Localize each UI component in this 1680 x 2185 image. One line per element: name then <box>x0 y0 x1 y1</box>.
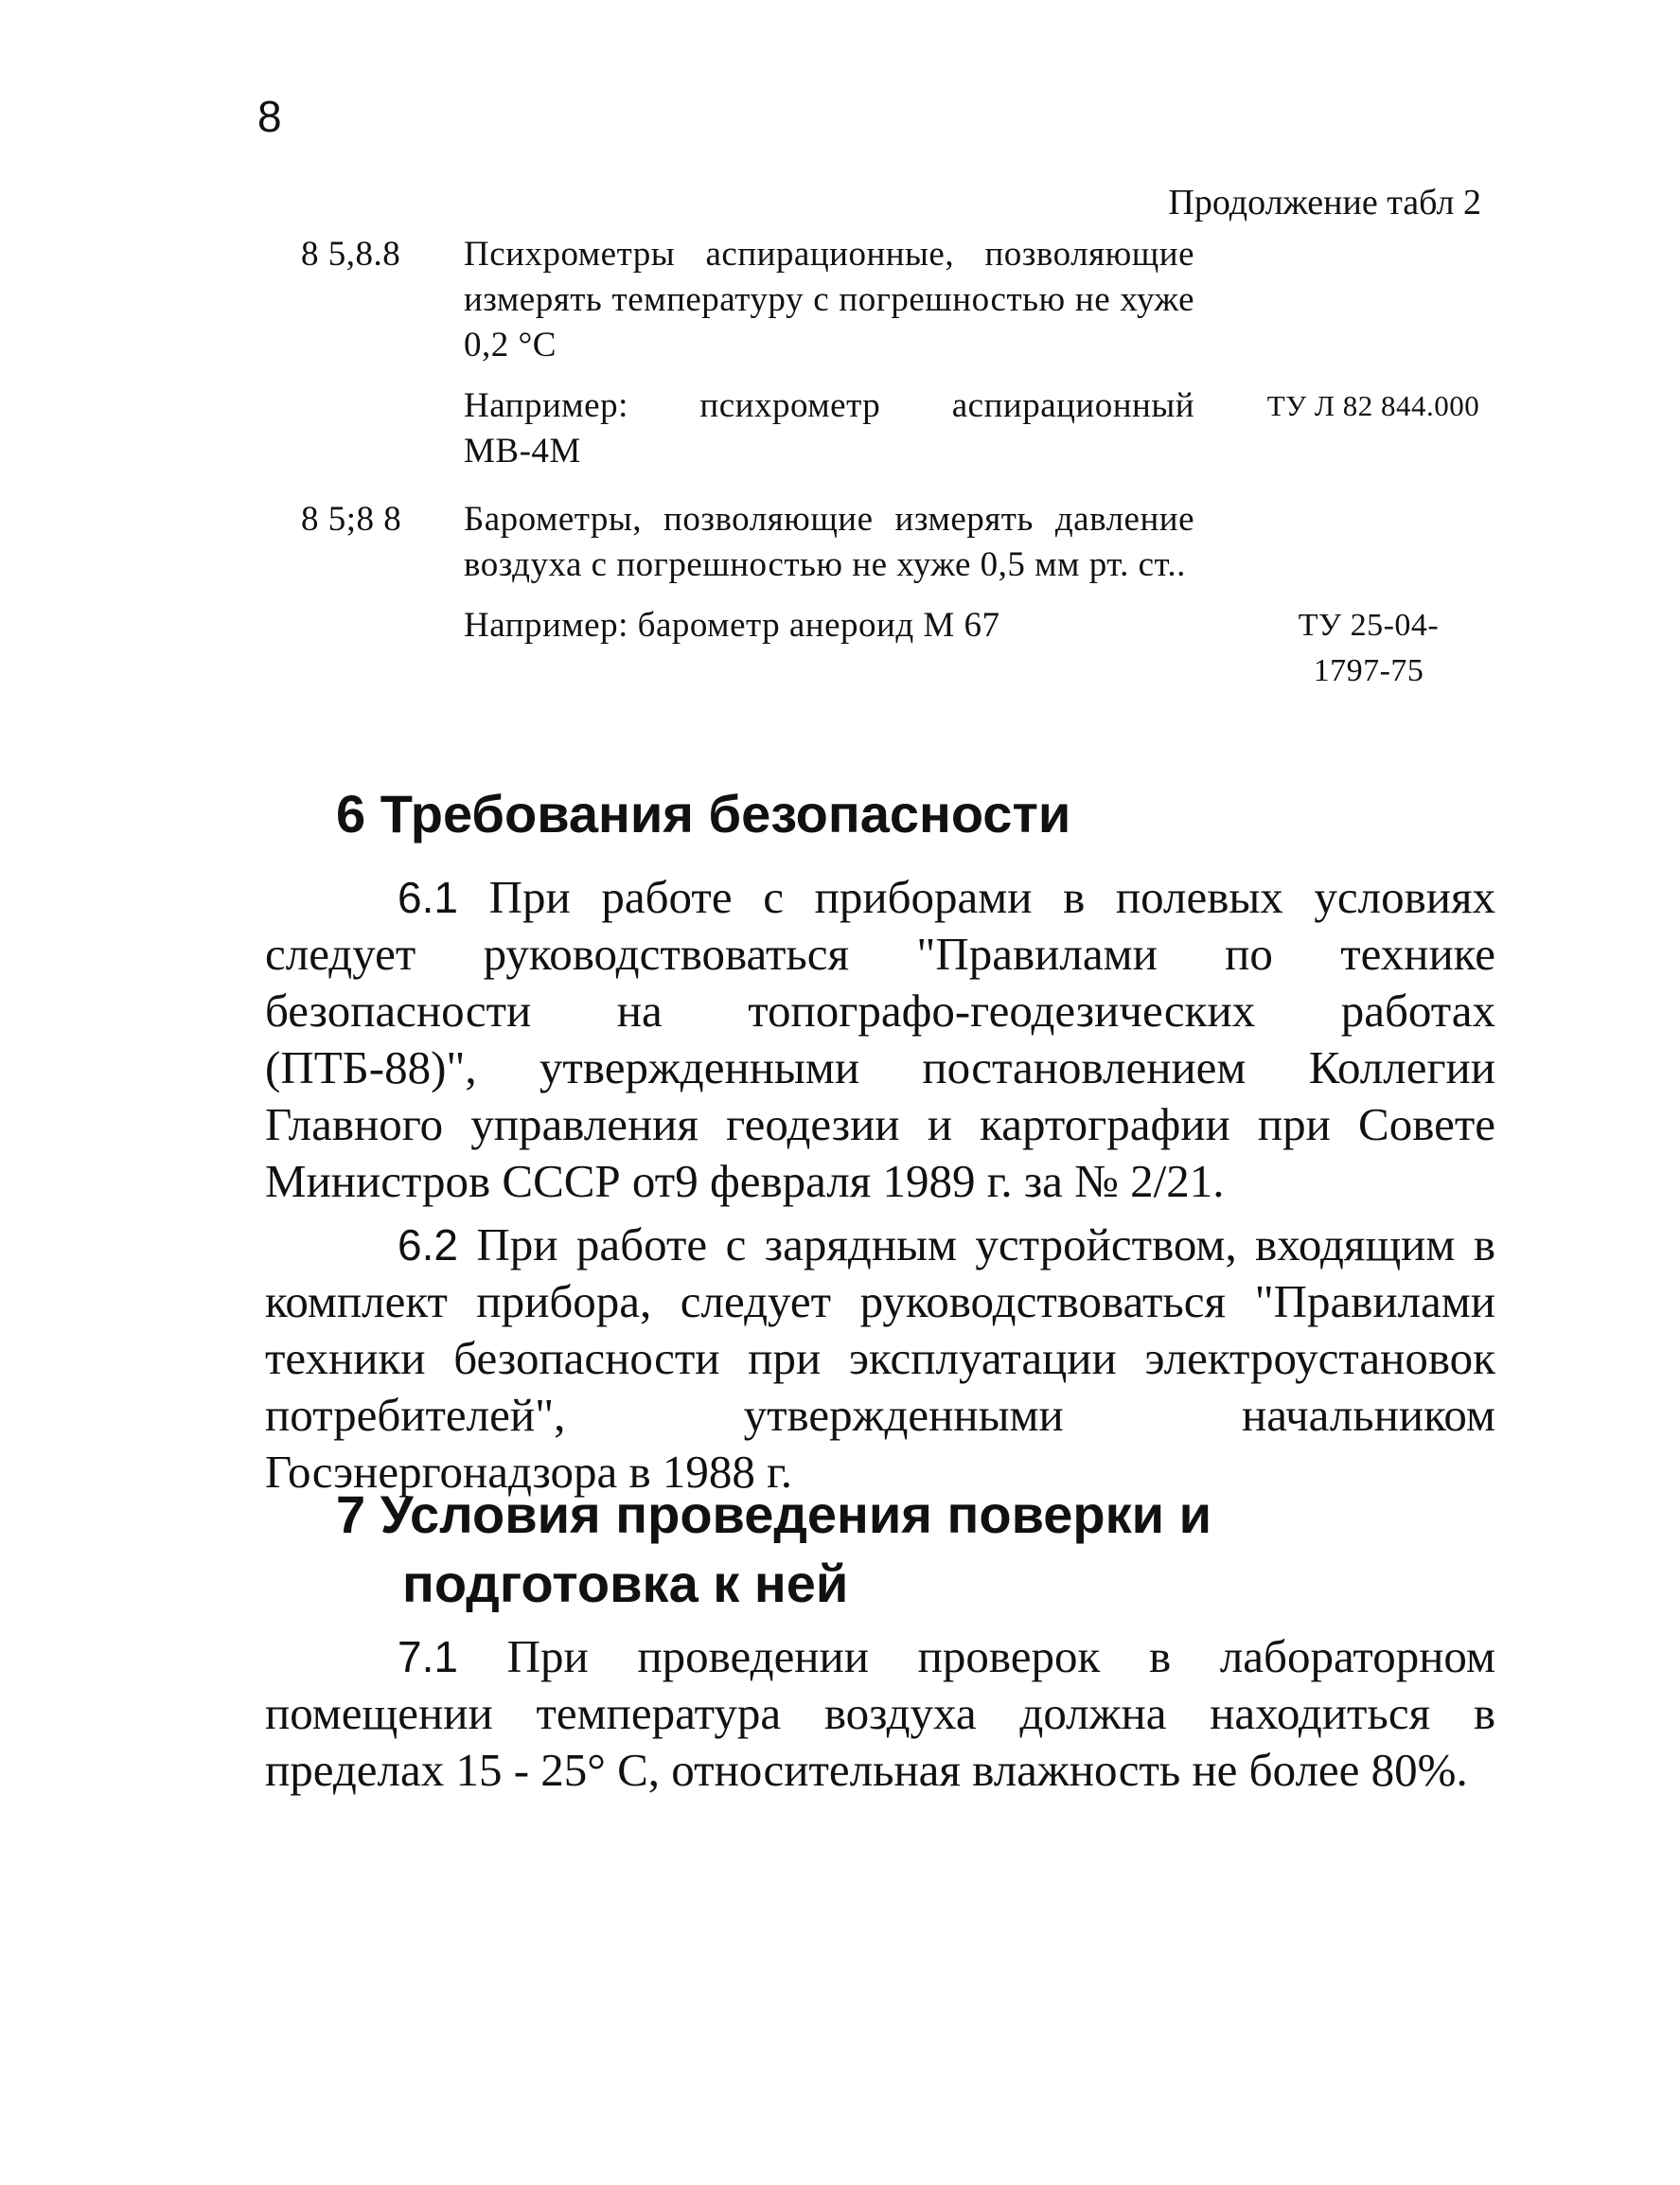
table-row-example <box>284 383 1514 474</box>
row-description: Психрометры аспирационные, позволяющие измерять температуру с погрешностью не хуже 0,2 °С <box>464 235 1194 364</box>
section-7-heading-line-2: подготовка к ней <box>402 1554 849 1613</box>
section-6-heading: 6 Требования безопасности <box>336 784 1071 844</box>
row-paragraph-ref: 8 5;8 8 <box>301 500 402 539</box>
table-row <box>284 232 1514 368</box>
row-description: Барометры, позволяющие измерять давление воздуха с погрешностью не хуже 0,5 мм рт. ст.. <box>464 500 1194 584</box>
paragraph-text: При проведении проверок в лабораторном помещении температура воздуха должна находиться в пределах 15 - 25° С, относительная влажность не более 80%. <box>265 1630 1496 1796</box>
instruments-table <box>284 232 1514 694</box>
table-row <box>284 497 1514 588</box>
paragraph-6-1 <box>265 869 1495 1210</box>
section-7-heading-line-1: 7 Условия проведения поверки и <box>336 1484 1212 1544</box>
row-example-standard: ТУ Л 82 844.000 <box>1266 389 1480 422</box>
table-continuation-label: Продолжение табл 2 <box>1168 183 1481 222</box>
row-example: Например: психрометр аспирационный МВ-4М <box>464 386 1194 471</box>
paragraph-number: 6.1 <box>398 873 458 922</box>
paragraph-text: При работе с приборами в полевых условиях следует руководствоваться "Правилами по технике безопасности на топографо-геодезических работах (ПТБ-88)", утвержденными постановлением Коллегии Главного управления геодезии и картографии при Совете Министров СССР от9 февраля 1989 г. за № 2/21. <box>265 871 1495 1207</box>
page-number: 8 <box>257 92 282 141</box>
row-example-standard: ТУ 25-04-1797-75 <box>1298 608 1440 688</box>
paragraph-number: 6.2 <box>398 1220 458 1270</box>
paragraph-text: При работе с зарядным устройством, входящим в комплект прибора, следует руководствоваться "Правилами техники безопасности при эксплуатации электроустановок потребителей", утвержденными начальником Госэнергонадзора в 1988 г. <box>265 1218 1495 1498</box>
row-example: Например: барометр анероид М 67 <box>464 606 1000 645</box>
paragraph-7-1 <box>265 1628 1495 1799</box>
paragraph-6-2 <box>265 1217 1495 1501</box>
table-row-example <box>284 603 1514 694</box>
paragraph-number: 7.1 <box>398 1632 458 1681</box>
row-paragraph-ref: 8 5,8.8 <box>301 235 401 274</box>
